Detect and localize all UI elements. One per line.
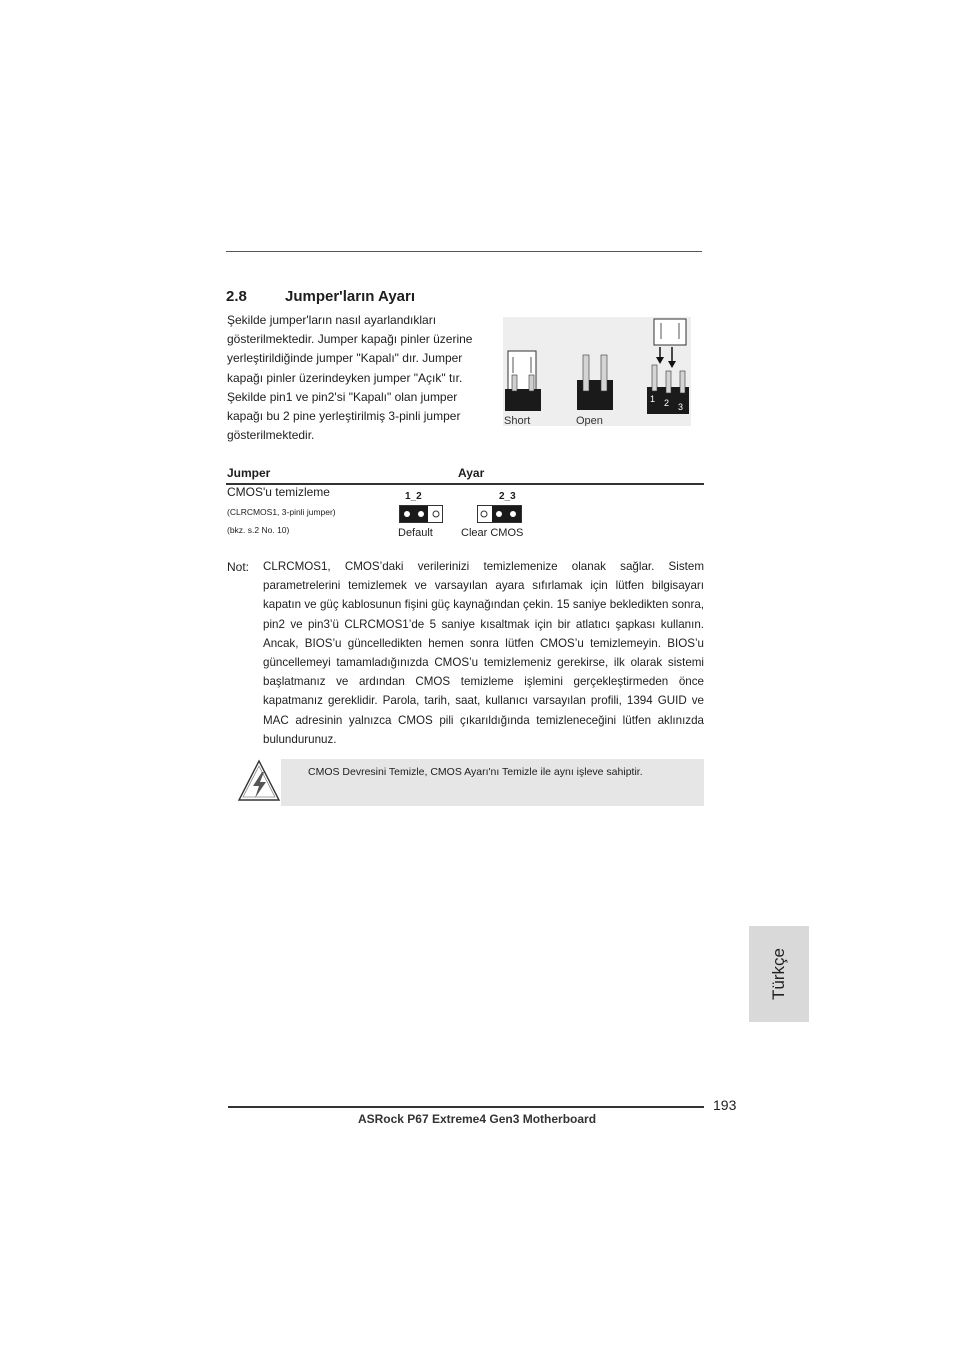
section-number: 2.8 bbox=[226, 288, 247, 305]
row-label-cmos-clear: CMOS'u temizleme bbox=[227, 485, 330, 499]
three-pin-jumper-illustration bbox=[647, 319, 689, 414]
pin-3-label: 3 bbox=[678, 402, 684, 412]
default-setting-label: Default bbox=[398, 527, 433, 539]
footer-title: ASRock P67 Extreme4 Gen3 Motherboard bbox=[357, 1112, 597, 1126]
clear-cmos-setting-label: Clear CMOS bbox=[461, 527, 524, 539]
short-label: Short bbox=[504, 415, 531, 426]
jumper-diagram bbox=[503, 317, 691, 426]
language-tab-label-wrapper bbox=[749, 926, 809, 1022]
open-jumper-illustration bbox=[577, 355, 613, 410]
table-header-setting: Ayar bbox=[458, 466, 485, 480]
open-label: Open bbox=[576, 415, 603, 426]
jumper-diagram-svg bbox=[503, 317, 691, 426]
short-jumper-illustration bbox=[505, 351, 541, 411]
footer-rule bbox=[228, 1106, 704, 1108]
pin-1-label: 1 bbox=[650, 394, 656, 404]
section-title: Jumper'ların Ayarı bbox=[285, 288, 416, 305]
table-header-jumper: Jumper bbox=[227, 466, 271, 480]
default-jumper-icon bbox=[399, 505, 443, 528]
warning-triangle-icon bbox=[236, 758, 282, 809]
clear-cmos-jumper-icon bbox=[477, 505, 522, 528]
pin-2-label: 2 bbox=[664, 398, 670, 408]
top-rule bbox=[226, 251, 702, 252]
intro-paragraph: Şekilde jumper'ların nasıl ayarlandıkları gösterilmektedir. Jumper kapağı pinler üzerine yerleştirildiğinde jumper "Kapalı" dır. Jumper kapağı pinler üzerindeyken jumper "Açık" tır. Şekilde pin1 ve pin2'si "Kapalı" olan jumper kapağı bu 2 pine yerleştirilmiş 3-pinli jumper gösterilmektedir. bbox=[227, 313, 473, 443]
note-label: Not: bbox=[227, 560, 250, 574]
row-sub-clrcmos: (CLRCMOS1, 3-pinli jumper) bbox=[227, 507, 336, 517]
row-sub-reference: (bkz. s.2 No. 10) bbox=[227, 525, 290, 535]
note-body: CLRCMOS1, CMOS’daki verilerinizi temizlemenize olanak sağlar. Sistem parametrelerini temizlemek ve varsayılan ayara sıfırlamak için lütfen bilgisayarı kapatın ve güç kablosunun fişini güç kaynağından çekin. 15 saniye bekledikten sonra, pin2 ve pin3’ü CLRCMOS1’de 5 saniye kısaltmak için bir atlatıcı şapkası kullanın. Ancak, BIOS’u güncelledikten hemen sonra lütfen CMOS’u temizlemeyin. BIOS’u güncellemeyi tamamladığınızda CMOS’u temizlemeniz gerekirse, ilk olarak sistemi başlatmanız ve ardından CMOS temizleme işlemini gerçekleştirmeden önce kapatmanız gereklidir. Parola, tarih, saat, kullanıcı varsayılan profili, 1394 GUID ve MAC adresinin yalnızca CMOS pili çıkarıldığında temizleneceğini lütfen aklınızda bulundurunuz. bbox=[263, 560, 704, 746]
warning-text: CMOS Devresini Temizle, CMOS Ayarı'nı Temizle ile aynı işleve sahiptir. bbox=[308, 766, 643, 778]
language-tab-label: Türkçe bbox=[769, 948, 788, 1000]
page-number: 193 bbox=[713, 1097, 737, 1113]
clear-pins-label: 2_3 bbox=[499, 491, 516, 502]
default-pins-label: 1_2 bbox=[405, 491, 422, 502]
